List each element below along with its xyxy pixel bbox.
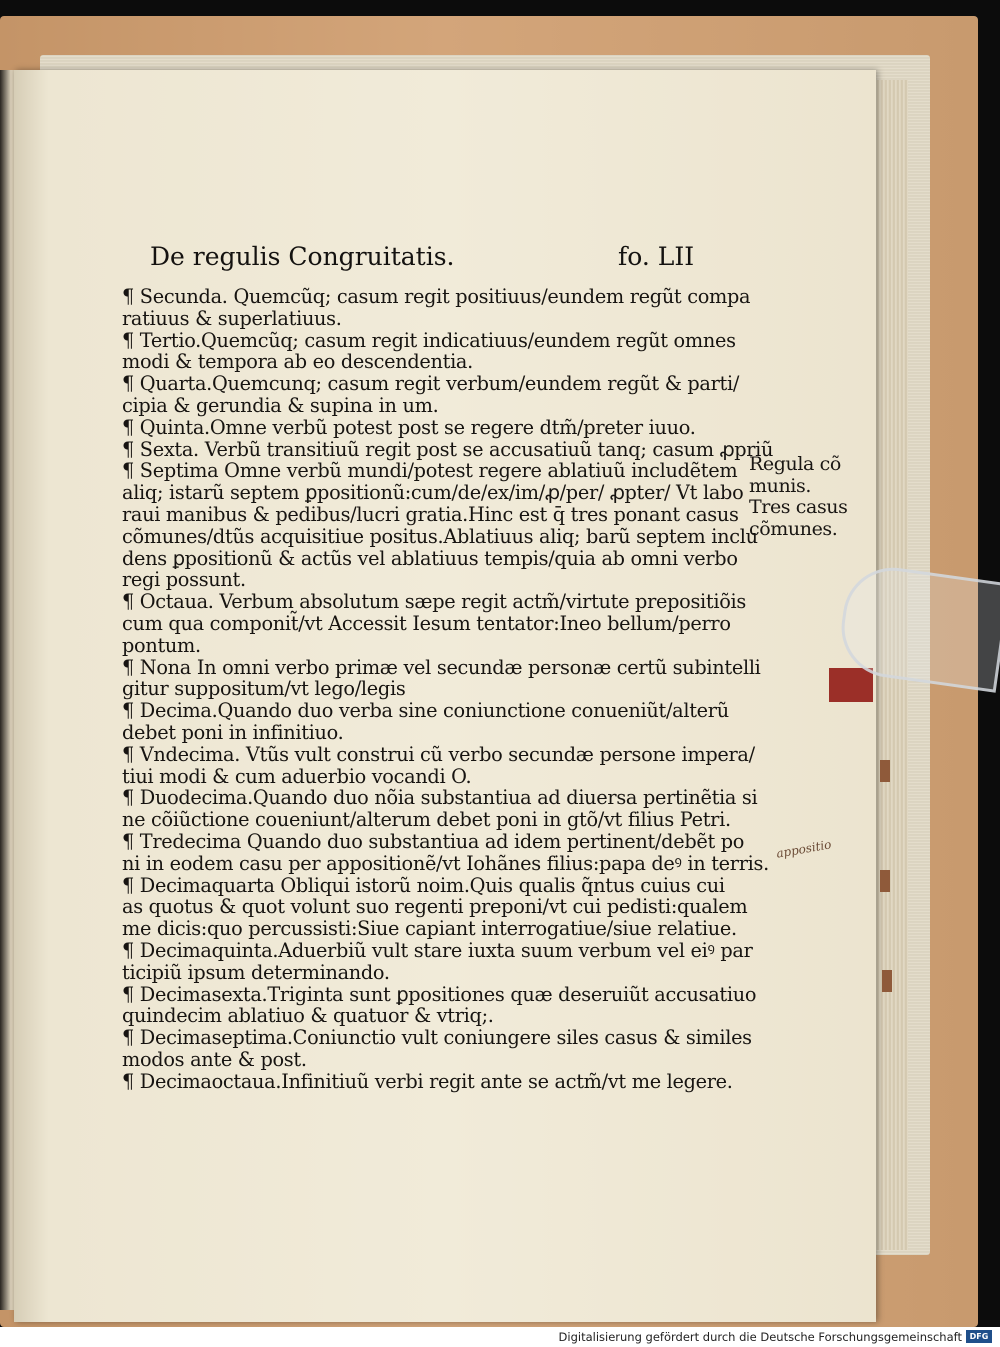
text-line: ¶ Decimaseptima.Coniunctio vult coniungere siles casus & similes	[122, 1026, 752, 1050]
red-bookmark-tab	[829, 668, 873, 702]
text-line: ¶ Decimaquinta.Aduerbiũ vult stare iuxta suum verbum vel eiꝰ par	[122, 938, 753, 962]
text-line: modi & tempora ab eo descendentia.	[122, 350, 473, 374]
book-page	[14, 70, 876, 1322]
text-line: ¶ Octaua. Verbum absolutum sæpe regit actm̃/virtute prepositiõis	[122, 590, 747, 614]
text-line: aliq; istarũ septem ꝑpositionũ:cum/de/ex/im/ꝓ/per/ ꝓpter/ Vt labo	[122, 481, 744, 505]
handwritten-annotation: appositio	[775, 837, 833, 861]
marginal-notes	[749, 454, 859, 540]
folio-number: fo. LII	[618, 242, 695, 271]
text-line: ¶ Decima.Quando duo verba sine coniunctione conueniũt/alterũ	[122, 699, 729, 723]
text-line: ¶ Vndecima. Vtũs vult construi cũ verbo secundæ persone impera/	[122, 742, 755, 766]
text-line: ne cõiũctione coueniunt/alterum debet poni in gtõ/vt filius Petri.	[122, 808, 731, 832]
text-line: ¶ Septima Omne verbũ mundi/potest regere ablatiuũ includẽtem	[122, 459, 738, 483]
page-marker	[880, 870, 890, 892]
text-line: ¶ Secunda. Quemcũq; casum regit positiuus/eundem regũt compa	[122, 285, 751, 308]
margin-note-line: cõmunes.	[749, 517, 838, 540]
margin-note-line: munis.	[749, 474, 811, 497]
running-title: De regulis Congruitatis.	[150, 242, 455, 271]
page-marker	[882, 970, 892, 992]
page-marker	[880, 760, 890, 782]
text-line: ni in eodem casu per appositionẽ/vt Iohãnes filius:papa deꝰ in terris.	[122, 851, 769, 875]
text-line: ¶ Tredecima Quando duo substantiua ad idem pertinent/debẽt po	[122, 829, 745, 853]
text-line: ¶ Duodecima.Quando duo nõia substantiua ad diuersa pertinẽtia si	[122, 786, 758, 810]
text-line: ¶ Decimasexta.Triginta sunt ꝑpositiones quæ deseruiũt accusatiuo	[122, 982, 757, 1006]
text-line: tiui modi & cum aduerbio vocandi O.	[122, 764, 472, 788]
text-line: ticipiũ ipsum determinando.	[122, 960, 390, 984]
text-line: regi possunt.	[122, 568, 246, 592]
text-line: pontum.	[122, 633, 201, 657]
text-line: cõmunes/dtũs acquisitiue positus.Ablatiuus aliq; barũ septem inclu	[122, 524, 758, 548]
text-line: ¶ Quarta.Quemcunq; casum regit verbum/eundem regũt & parti/	[122, 372, 740, 396]
page-header	[14, 242, 874, 282]
text-line: ¶ Decimaquarta Obliqui istorũ noim.Quis qualis q̃ntus cuius cui	[122, 873, 725, 897]
dfg-logo-icon: DFG	[966, 1330, 992, 1343]
text-line: ¶ Nona In omni verbo primæ vel secundæ personæ certũ subintelli	[122, 655, 761, 679]
margin-note-line: Tres casus	[749, 496, 848, 518]
text-line: as quotus & quot volunt suo regenti preponi/vt cui pedisti:qualem	[122, 895, 748, 919]
text-line: gitur suppositum/vt lego/legis	[122, 677, 406, 701]
text-line: debet poni in infinitiuo.	[122, 720, 344, 744]
body-text	[122, 285, 774, 1093]
text-line: quindecim ablatiuo & quatuor & vtriq;.	[122, 1004, 494, 1028]
text-line: ¶ Quinta.Omne verbũ potest post se regere dtm̃/preter iuuo.	[122, 415, 696, 439]
text-line: ratiuus & superlatiuus.	[122, 306, 342, 330]
text-line: dens ꝑpositionũ & actũs vel ablatiuus tempis/quia ab omni verbo	[122, 546, 738, 570]
text-line: me dicis:quo percussisti:Siue capiant interrogatiue/siue relatiue.	[122, 917, 737, 941]
margin-note-line: Regula cõ	[749, 453, 841, 475]
text-line: ¶ Sexta. Verbũ transitiuũ regit post se accusatiuũ tanq; casum ꝓpriũ	[122, 437, 774, 461]
footer-bar	[0, 1327, 1000, 1347]
text-line: ¶ Tertio.Quemcũq; casum regit indicatiuus/eundem regũt omnes	[122, 328, 736, 352]
text-line: cum qua componit̃/vt Accessit Iesum tentator:Ineo bellum/perro	[122, 611, 731, 635]
text-line: ¶ Decimaoctaua.Infinitiuũ verbi regit ante se actm̃/vt me legere.	[122, 1069, 733, 1093]
text-line: cipia & gerundia & supina in um.	[122, 393, 439, 417]
funding-credit: Digitalisierung gefördert durch die Deutsche Forschungsgemeinschaft	[558, 1330, 962, 1344]
text-line: modos ante & post.	[122, 1047, 307, 1071]
text-line: raui manibus & pedibus/lucri gratia.Hinc est q̄ tres ponant casus	[122, 502, 739, 526]
